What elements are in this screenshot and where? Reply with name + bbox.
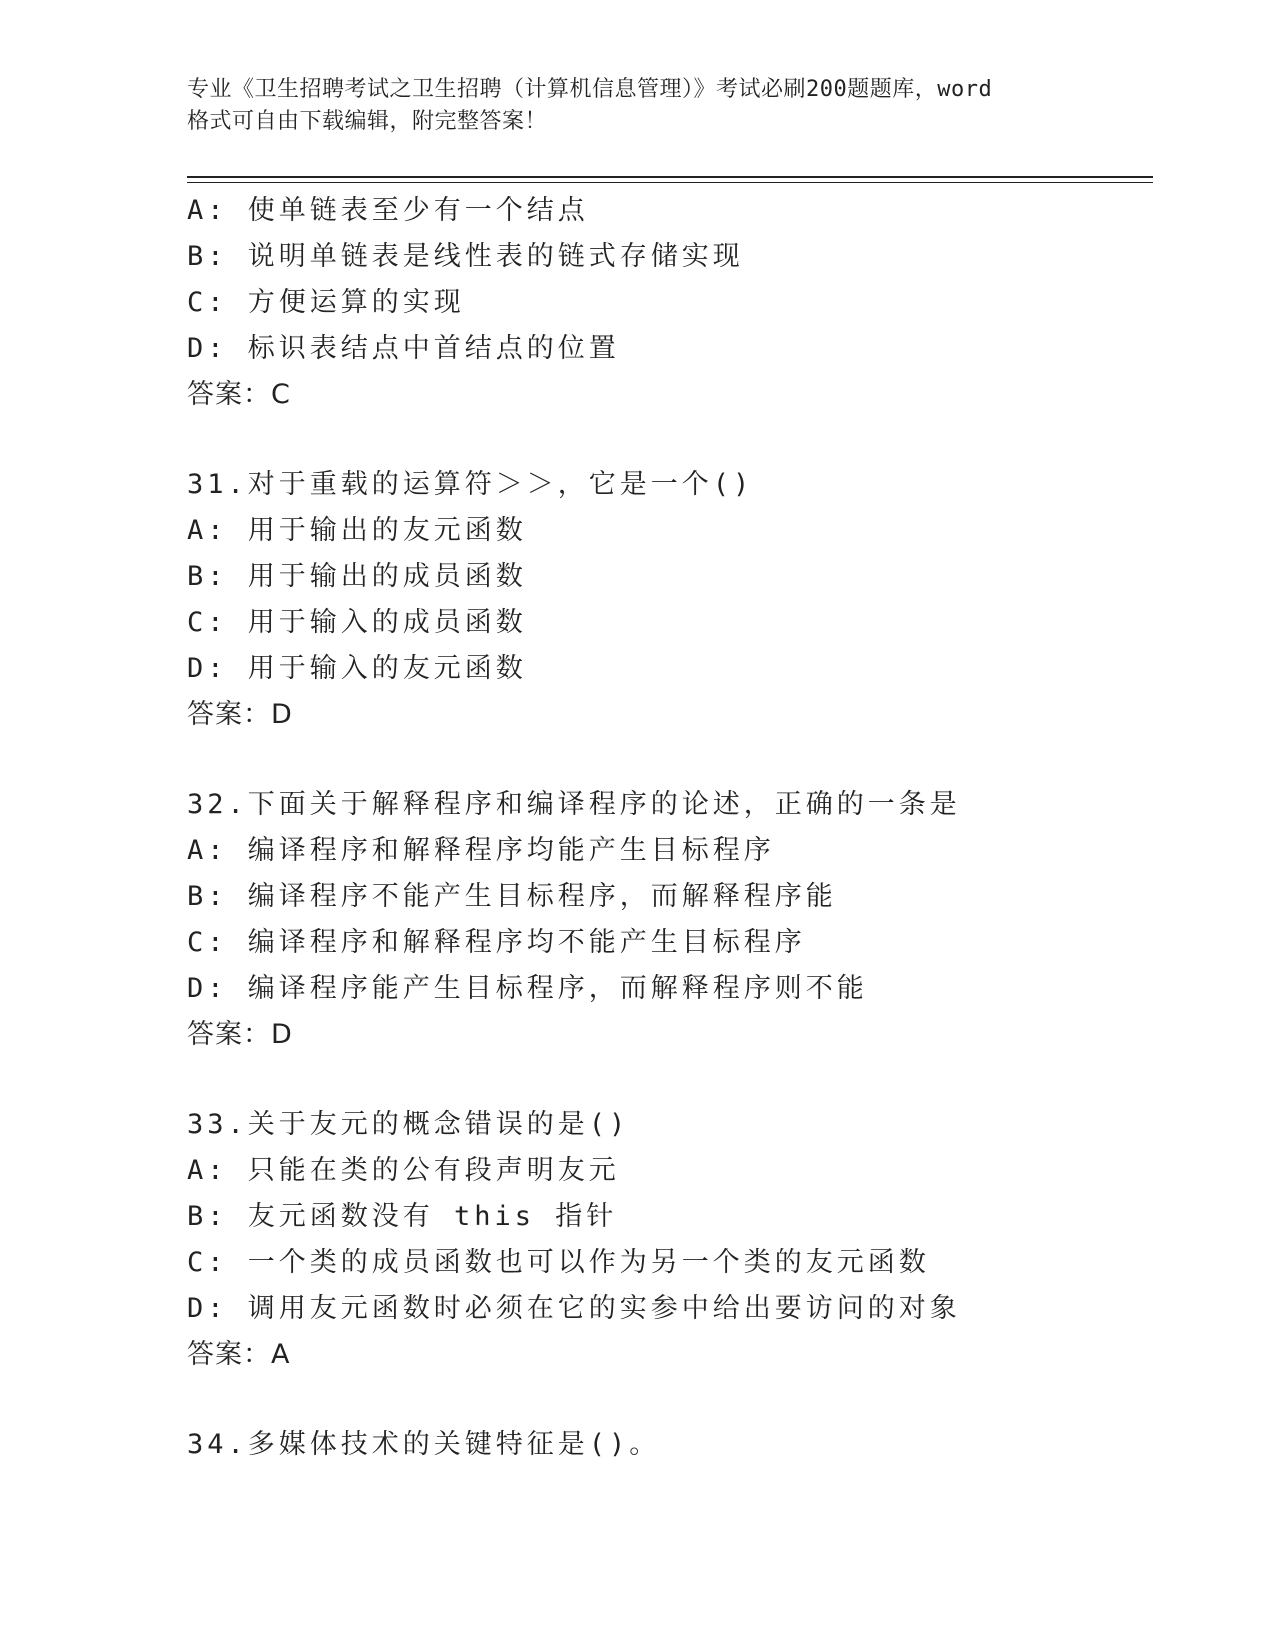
question-block-32 <box>187 782 1147 1058</box>
question-block-33 <box>187 1102 1147 1378</box>
option-a: A: 只能在类的公有段声明友元 <box>187 1155 620 1186</box>
header-line-1: 专业《卫生招聘考试之卫生招聘（计算机信息管理）》考试必刷200题题库，word <box>187 77 993 102</box>
option-c: C: 一个类的成员函数也可以作为另一个类的友元函数 <box>187 1247 930 1278</box>
question-block-31 <box>187 462 1147 738</box>
spacer <box>187 418 1147 462</box>
question-text: 31.对于重载的运算符＞＞，它是一个() <box>187 469 754 500</box>
option-c: C: 方便运算的实现 <box>187 287 465 318</box>
question-list <box>187 188 1147 1468</box>
option-d: D: 调用友元函数时必须在它的实参中给出要访问的对象 <box>187 1293 961 1324</box>
header-rule-thick <box>187 176 1153 178</box>
option-c: C: 编译程序和解释程序均不能产生目标程序 <box>187 927 806 958</box>
header-rule-thin <box>187 182 1153 183</box>
spacer <box>187 1378 1147 1422</box>
option-b: B: 用于输出的成员函数 <box>187 561 527 592</box>
option-d: D: 编译程序能产生目标程序，而解释程序则不能 <box>187 973 868 1004</box>
answer-line: 答案：D <box>187 1019 293 1050</box>
question-text: 32.下面关于解释程序和编译程序的论述，正确的一条是 <box>187 789 961 820</box>
option-b: B: 编译程序不能产生目标程序，而解释程序能 <box>187 881 837 912</box>
option-a: A: 编译程序和解释程序均能产生目标程序 <box>187 835 775 866</box>
option-c: C: 用于输入的成员函数 <box>187 607 527 638</box>
question-block-30 <box>187 188 1147 418</box>
answer-line: 答案：A <box>187 1339 291 1370</box>
document-header <box>187 74 1087 138</box>
option-a: A: 用于输出的友元函数 <box>187 515 527 546</box>
option-a: A: 使单链表至少有一个结点 <box>187 195 589 226</box>
question-text: 34.多媒体技术的关键特征是()。 <box>187 1429 661 1460</box>
answer-line: 答案：C <box>187 379 291 410</box>
question-block-34 <box>187 1422 1147 1468</box>
option-b: B: 友元函数没有 this 指针 <box>187 1201 618 1232</box>
option-d: D: 用于输入的友元函数 <box>187 653 527 684</box>
spacer <box>187 738 1147 782</box>
spacer <box>187 1058 1147 1102</box>
question-text: 33.关于友元的概念错误的是() <box>187 1109 630 1140</box>
answer-line: 答案：D <box>187 699 293 730</box>
option-d: D: 标识表结点中首结点的位置 <box>187 333 620 364</box>
header-line-2: 格式可自由下载编辑，附完整答案！ <box>187 109 548 134</box>
option-b: B: 说明单链表是线性表的链式存储实现 <box>187 241 744 272</box>
